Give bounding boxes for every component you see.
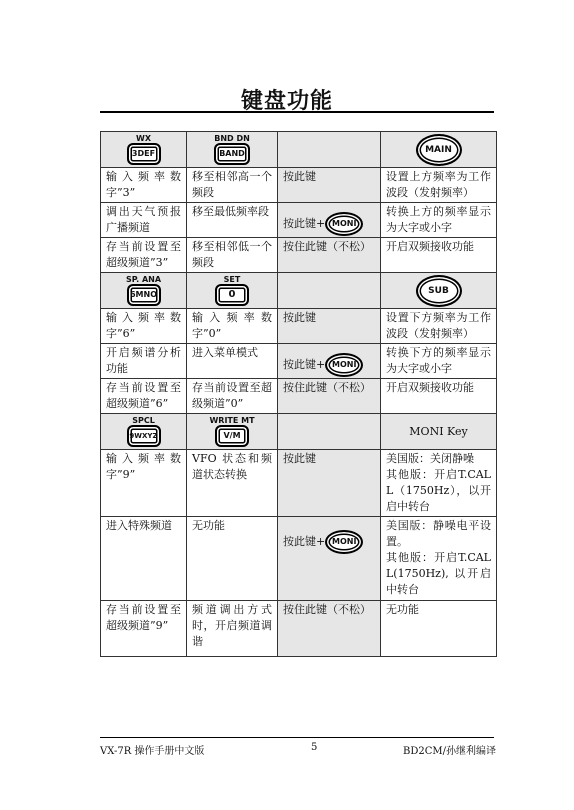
key-main bbox=[381, 132, 497, 168]
cell: 转换上方的频率显示为大字或小字 bbox=[381, 203, 497, 238]
cell: 按住此键（不松） bbox=[278, 238, 381, 273]
key-header-empty bbox=[278, 414, 381, 450]
cell: 输入频率数字”6” bbox=[101, 309, 187, 344]
key-band-icon: BAND bbox=[214, 143, 250, 165]
cell: 无功能 bbox=[381, 601, 497, 657]
keypad-function-table bbox=[100, 131, 497, 657]
cell-line-other: 其他版：开启T.CALL(1750Hz), 以开启中转台 bbox=[386, 551, 491, 596]
key-3-icon: 3DEF bbox=[127, 143, 161, 165]
key-header-row-2 bbox=[101, 273, 497, 309]
cell-text: 按此键+ bbox=[283, 358, 326, 371]
cell-line-us: 美国版：关闭静噪 bbox=[386, 452, 474, 465]
cell: 开启频谱分析功能 bbox=[101, 344, 187, 379]
cell: 移至最低频率段 bbox=[187, 203, 278, 238]
cell-text: 按此键+ bbox=[283, 217, 326, 230]
moni-combo-cell bbox=[278, 344, 381, 379]
key-vm-function-label: WRITE MT bbox=[209, 416, 255, 425]
cell: 输入频率数字”9” bbox=[101, 450, 187, 517]
table-row bbox=[101, 203, 497, 238]
moni-combo-cell bbox=[278, 517, 381, 601]
cell: 移至相邻高一个频段 bbox=[187, 168, 278, 203]
main-key-icon: MAIN bbox=[416, 134, 462, 166]
cell: 开启双频接收功能 bbox=[381, 379, 497, 414]
cell: 按此键 bbox=[278, 168, 381, 203]
table-row bbox=[101, 168, 497, 203]
cell: 调出天气预报广播频道 bbox=[101, 203, 187, 238]
key-6 bbox=[101, 273, 187, 309]
page-title: 键盘功能 bbox=[240, 89, 333, 114]
key-3-function-label: WX bbox=[136, 134, 151, 143]
key-0-function-label: SET bbox=[223, 275, 241, 284]
key-9 bbox=[101, 414, 187, 450]
table-row bbox=[101, 601, 497, 657]
key-vm bbox=[187, 414, 278, 450]
moni-key-icon: MONI bbox=[325, 530, 363, 554]
key-3 bbox=[101, 132, 187, 168]
table-row bbox=[101, 344, 497, 379]
cell: 转换下方的频率显示为大字或小字 bbox=[381, 344, 497, 379]
moni-key-icon: MONI bbox=[325, 212, 363, 236]
key-9-function-label: SPCL bbox=[132, 416, 155, 425]
key-band bbox=[187, 132, 278, 168]
key-band-function-label: BND DN bbox=[214, 134, 250, 143]
table-row bbox=[101, 450, 497, 517]
cell: 进入菜单模式 bbox=[187, 344, 278, 379]
cell: 存当前设置至超级频道”6” bbox=[101, 379, 187, 414]
cell: 设置下方频率为工作波段（发射频率） bbox=[381, 309, 497, 344]
cell: 按此键 bbox=[278, 309, 381, 344]
footer-right: BD2CM/孙继利编译 bbox=[403, 746, 496, 757]
moni-key-header: MONI Key bbox=[381, 414, 497, 450]
key-header-empty bbox=[278, 132, 381, 168]
cell-line-other: 其他版：开启T.CALL（1750Hz），以开启中转台 bbox=[386, 468, 491, 513]
moni-key-icon: MONI bbox=[325, 353, 363, 377]
key-vm-icon: V/M bbox=[215, 425, 249, 447]
key-header-row-1 bbox=[101, 132, 497, 168]
cell: 无功能 bbox=[187, 517, 278, 601]
table-row bbox=[101, 379, 497, 414]
footer-left: VX-7R 操作手册中文版 bbox=[100, 746, 205, 757]
cell: 进入特殊频道 bbox=[101, 517, 187, 601]
footer-rule bbox=[100, 737, 494, 738]
cell-text: 按此键+ bbox=[283, 535, 326, 548]
key-6-function-label: SP. ANA bbox=[125, 275, 162, 284]
footer-page-number: 5 bbox=[311, 742, 318, 753]
cell: 按住此键（不松） bbox=[278, 601, 381, 657]
cell-line-us: 美国版：静噪电平设置。 bbox=[386, 519, 491, 548]
key-sub bbox=[381, 273, 497, 309]
cell: 频道调出方式时，开启频道调谐 bbox=[187, 601, 278, 657]
key-header-empty bbox=[278, 273, 381, 309]
cell: 移至相邻低一个频段 bbox=[187, 238, 278, 273]
cell: 存当前设置至超级频道”9” bbox=[101, 601, 187, 657]
key-header-row-3 bbox=[101, 414, 497, 450]
cell: 输入频率数字”0” bbox=[187, 309, 278, 344]
table-row bbox=[101, 517, 497, 601]
key-6-icon: 6MNO bbox=[127, 284, 161, 306]
cell: 存当前设置至超级频道”3” bbox=[101, 238, 187, 273]
table-row bbox=[101, 309, 497, 344]
cell: VFO 状态和频道状态转换 bbox=[187, 450, 278, 517]
cell: 设置上方频率为工作波段（发射频率） bbox=[381, 168, 497, 203]
title-underline bbox=[100, 111, 494, 113]
cell: 按此键 bbox=[278, 450, 381, 517]
cell-multiline bbox=[381, 450, 497, 517]
cell: 按住此键（不松） bbox=[278, 379, 381, 414]
key-0-icon: 0 bbox=[215, 284, 249, 306]
sub-key-icon: SUB bbox=[416, 275, 462, 307]
moni-combo-cell bbox=[278, 203, 381, 238]
cell: 开启双频接收功能 bbox=[381, 238, 497, 273]
key-9-icon: 9WXYZ bbox=[127, 425, 161, 447]
key-0 bbox=[187, 273, 278, 309]
cell: 输入频率数字”3” bbox=[101, 168, 187, 203]
cell: 存当前设置至超级频道”0” bbox=[187, 379, 278, 414]
cell-multiline bbox=[381, 517, 497, 601]
table-row bbox=[101, 238, 497, 273]
